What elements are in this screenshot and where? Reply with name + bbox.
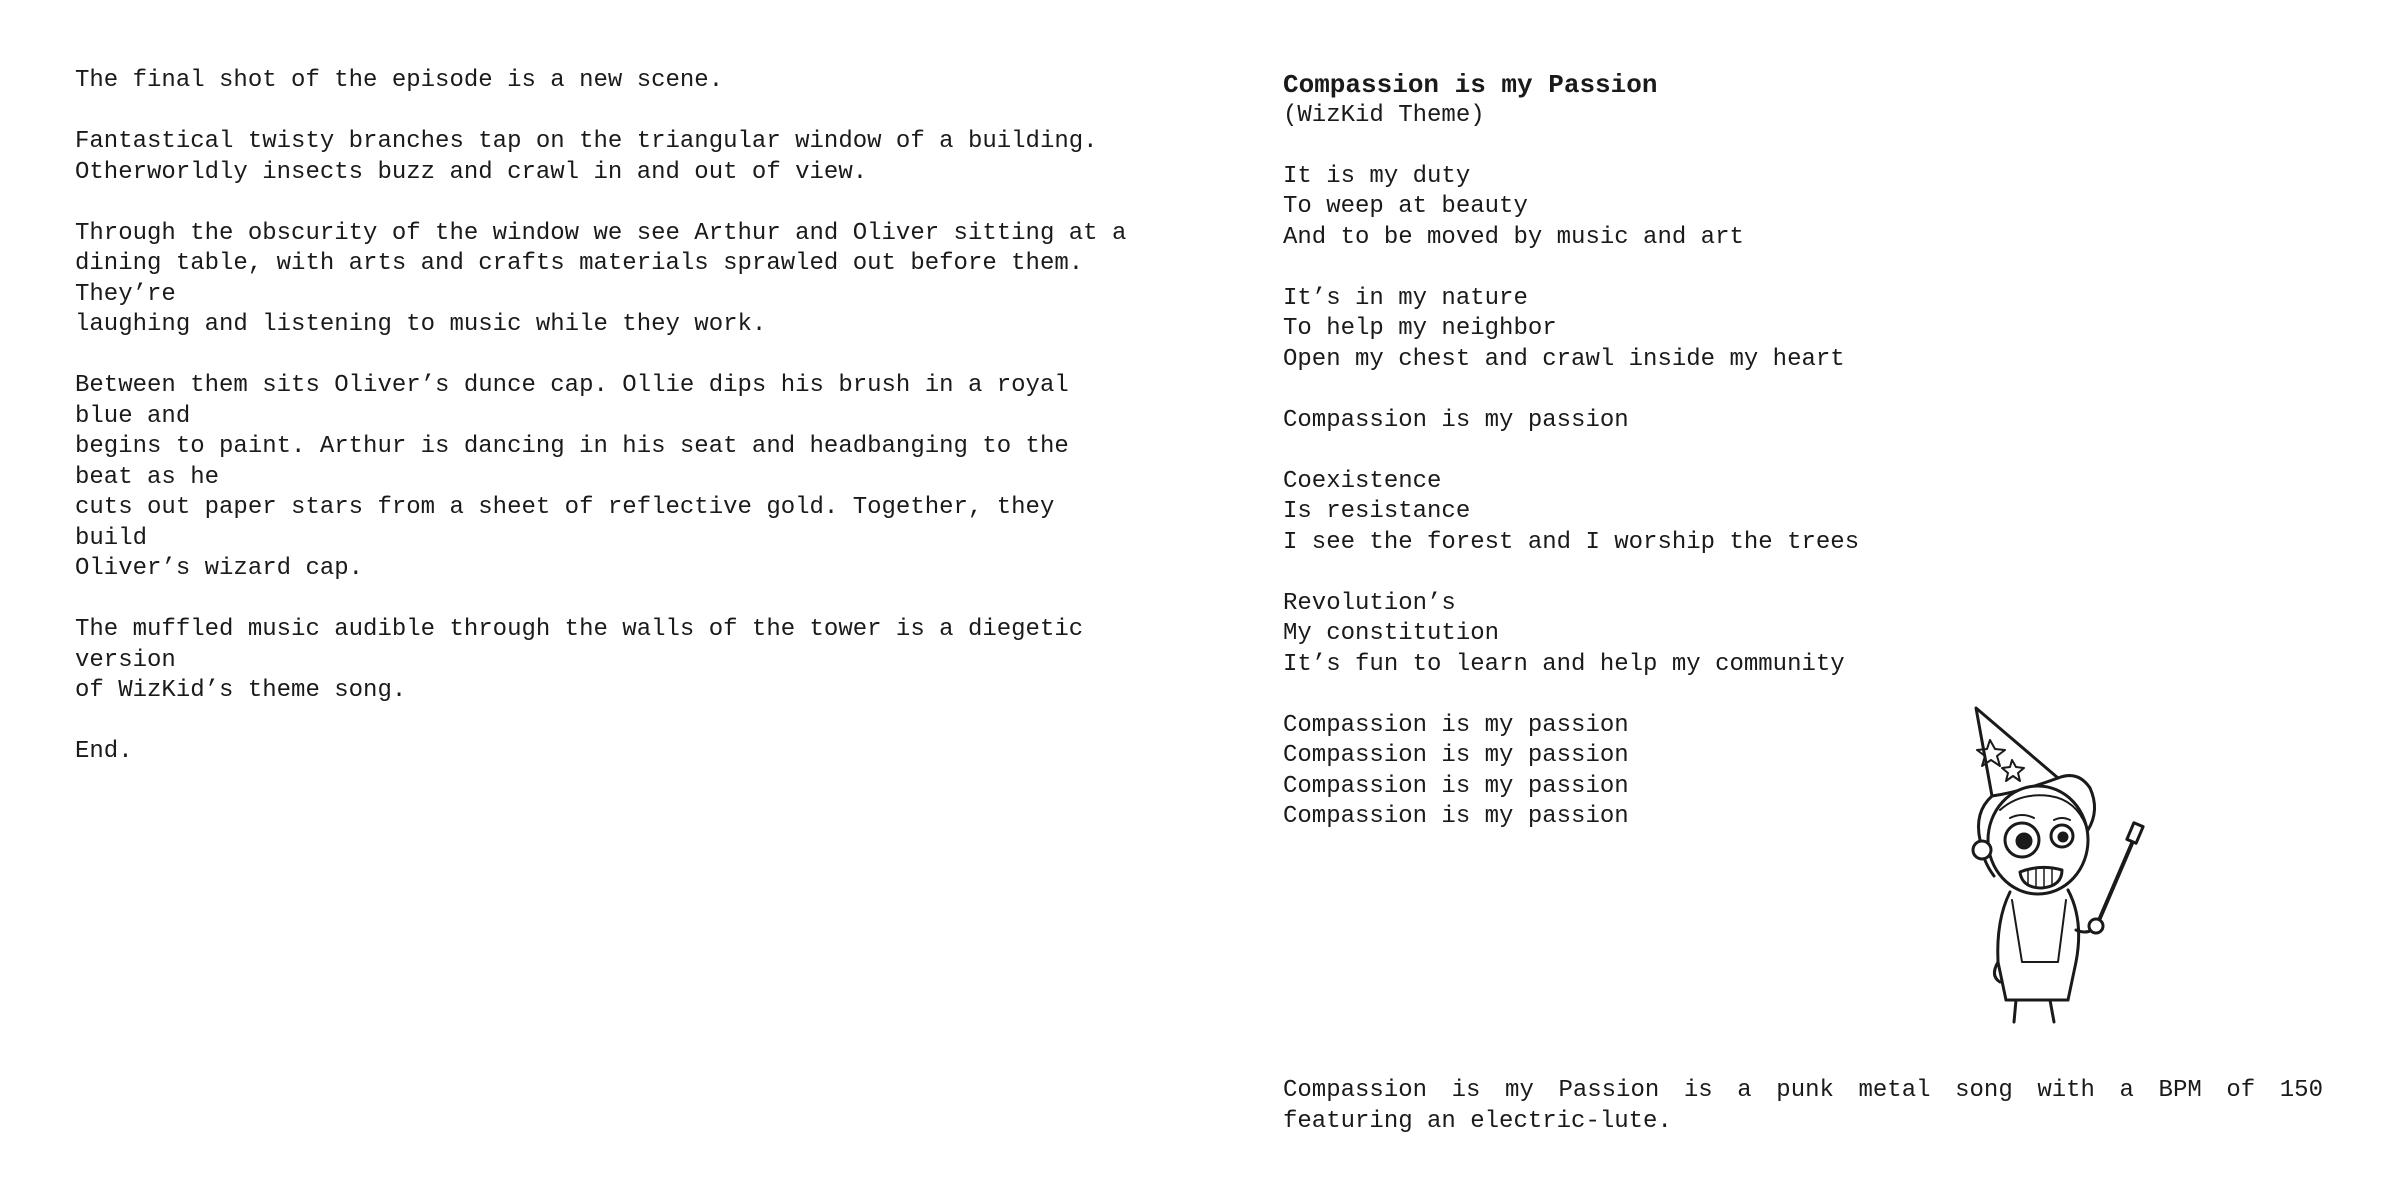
lyric-line: My constitution bbox=[1283, 620, 1500, 647]
lyric-line: Revolution’s bbox=[1283, 589, 1456, 617]
lyric-line: It’s fun to learn and help my community bbox=[1283, 650, 1845, 678]
stanza bbox=[1283, 284, 2363, 376]
lyric-line: I see the forest and I worship the trees bbox=[1283, 528, 1860, 556]
stanza bbox=[1283, 711, 2363, 833]
lyric-line: Compassion is my passion bbox=[1283, 711, 1629, 739]
screenplay-paragraph: Through the obscurity of the window we see Arthur and Oliver sitting at a dining table, with arts and crafts materials sprawled out before them. They’re laughing and listening to music while they work. bbox=[75, 219, 1127, 338]
screenplay-paragraph: Fantastical twisty branches tap on the triangular window of a building. Otherworldly insects buzz and crawl in and out of view. bbox=[75, 128, 1098, 186]
lyric-line: To weep at beauty bbox=[1283, 193, 1528, 220]
stanza bbox=[1283, 589, 2363, 681]
stanza bbox=[1283, 467, 2363, 559]
lyric-line: To help my neighbor bbox=[1283, 315, 1557, 342]
song-lyrics bbox=[1283, 70, 2363, 863]
stanza bbox=[1283, 406, 2363, 437]
song-title: Compassion is my Passion bbox=[1283, 70, 1658, 100]
screenplay-paragraph: The final shot of the episode is a new scene. bbox=[75, 67, 724, 94]
lyric-line: Compassion is my passion bbox=[1283, 772, 1629, 800]
song-subtitle: (WizKid Theme) bbox=[1283, 101, 1485, 129]
stanza bbox=[1283, 162, 2363, 254]
wizard-kid-illustration bbox=[1950, 700, 2160, 1030]
lyric-line: It is my duty bbox=[1283, 162, 1471, 190]
song-footnote: Compassion is my Passion is a punk metal song with a BPM of 150 featuring an electric-lute. bbox=[1283, 1077, 2323, 1135]
screenplay-paragraph: The muffled music audible through the walls of the tower is a diegetic version of WizKid’s theme song. bbox=[75, 616, 1084, 704]
lyric-line: Compassion is my passion bbox=[1283, 803, 1629, 830]
lyric-line: Compassion is my passion bbox=[1283, 742, 1629, 769]
lyric-line: Is resistance bbox=[1283, 498, 1471, 525]
lyric-line: Open my chest and crawl inside my heart bbox=[1283, 345, 1845, 373]
lyric-line: Compassion is my passion bbox=[1283, 406, 1629, 434]
lyric-line: Coexistence bbox=[1283, 467, 1442, 495]
screenplay-paragraph: End. bbox=[75, 738, 133, 765]
screenplay-paragraph: Between them sits Oliver’s dunce cap. Ollie dips his brush in a royal blue and begins to paint. Arthur is dancing in his seat and headbanging to the beat as he cuts out paper stars from a sheet of reflective gold. Together, they build Oliver’s wizard cap. bbox=[75, 372, 1069, 582]
screenplay-text bbox=[75, 66, 1135, 798]
lyric-line: And to be moved by music and art bbox=[1283, 223, 1744, 251]
lyric-line: It’s in my nature bbox=[1283, 284, 1528, 312]
